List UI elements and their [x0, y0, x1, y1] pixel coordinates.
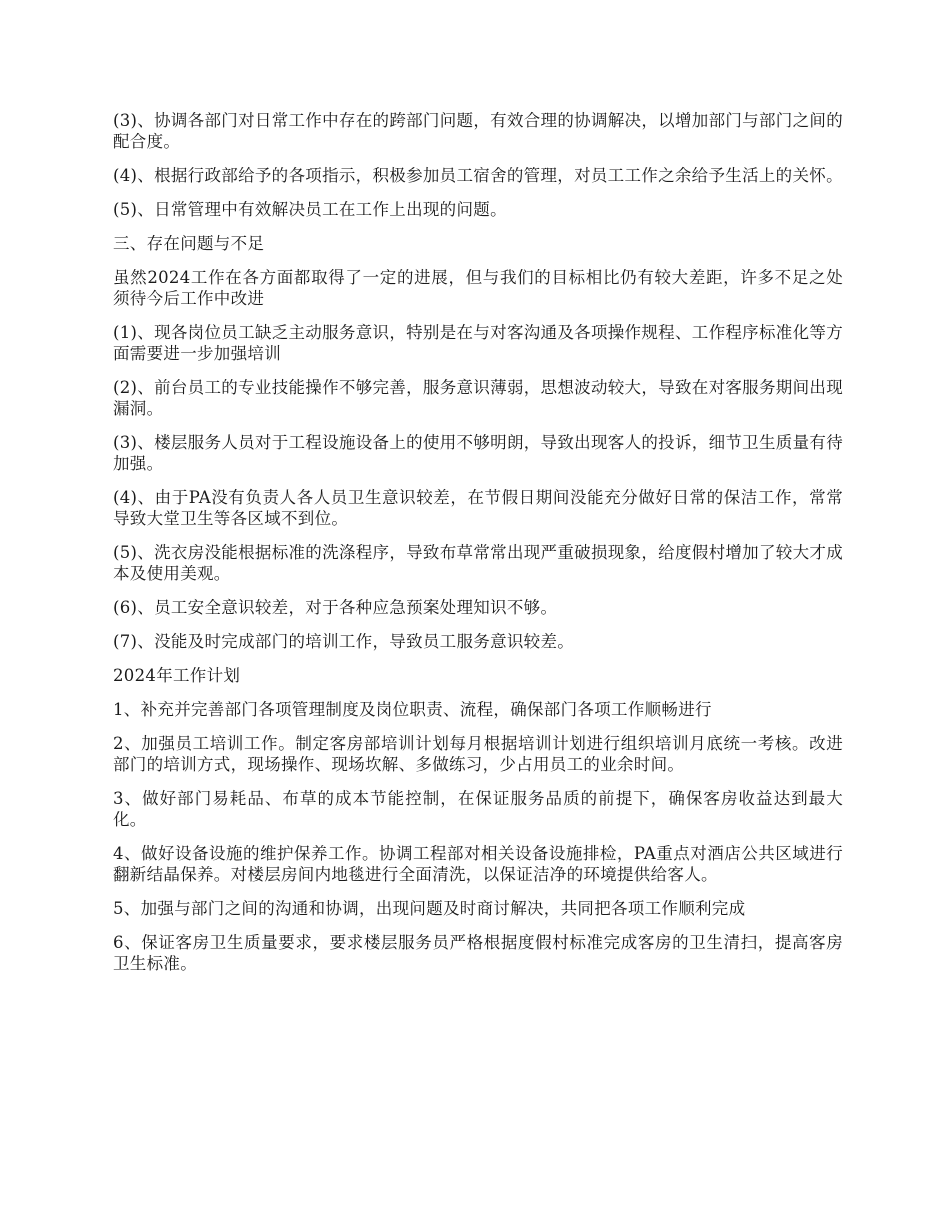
section-heading-work-plan: 2024年工作计划 [113, 666, 241, 685]
section-heading-problems: 三、存在问题与不足 [113, 234, 265, 253]
paragraph-dormitory-management: (4)、根据行政部给予的各项指示，积极参加员工宿舍的管理，对员工工作之余给予生活上的关怀。 [113, 166, 843, 185]
paragraph-dept-coordination: (3)、协调各部门对日常工作中存在的跨部门问题，有效合理的协调解决，以增加部门与部门之间的配合度。 [113, 111, 843, 151]
document-body [113, 110, 843, 987]
paragraph-plan-training: 2、加强员工培训工作。制定客房部培训计划每月根据培训计划进行组织培训月底统一考核。改进部门的培训方式，现场操作、现场坎解、多做练习，少占用员工的业余时间。 [113, 734, 843, 774]
paragraph-problem-safety: (6)、员工安全意识较差，对于各种应急预案处理知识不够。 [113, 598, 558, 617]
paragraph-problem-floor-staff: (3)、楼层服务人员对于工程设施设备上的使用不够明朗，导致出现客人的投诉，细节卫生质量有待加强。 [113, 433, 843, 473]
paragraph-problem-laundry: (5)、洗衣房没能根据标准的洗涤程序，导致布草常常出现严重破损现象，给度假村增加了较大才成本及使用美观。 [113, 543, 843, 583]
paragraph-plan-maintenance: 4、做好设备设施的维护保养工作。协调工程部对相关设备设施排检，PA重点对酒店公共区域进行翻新结晶保养。对楼层房间内地毯进行全面清洗，以保证洁净的环境提供给客人。 [113, 844, 843, 884]
paragraph-problems-intro: 虽然2024工作在各方面都取得了一定的进展，但与我们的目标相比仍有较大差距，许多不足之处须待今后工作中改进 [113, 268, 843, 308]
paragraph-plan-communication: 5、加强与部门之间的沟通和协调，出现问题及时商讨解决，共同把各项工作顺利完成 [113, 899, 746, 918]
paragraph-problem-front-desk: (2)、前台员工的专业技能操作不够完善，服务意识薄弱，思想波动较大，导致在对客服务期间出现漏洞。 [113, 378, 843, 418]
paragraph-daily-problem-solving: (5)、日常管理中有效解决员工在工作上出现的问题。 [113, 200, 507, 219]
paragraph-plan-regulations: 1、补充并完善部门各项管理制度及岗位职责、流程，确保部门各项工作顺畅进行 [113, 700, 712, 719]
paragraph-problem-training: (7)、没能及时完成部门的培训工作，导致员工服务意识较差。 [113, 632, 575, 651]
paragraph-problem-service-awareness: (1)、现各岗位员工缺乏主动服务意识，特别是在与对客沟通及各项操作规程、工作程序标准化等方面需要进一步加强培训 [113, 323, 843, 363]
paragraph-plan-hygiene: 6、保证客房卫生质量要求，要求楼层服务员严格根据度假村标准完成客房的卫生清扫，提高客房卫生标准。 [113, 933, 843, 973]
paragraph-plan-cost-control: 3、做好部门易耗品、布草的成本节能控制，在保证服务品质的前提下，确保客房收益达到最大化。 [113, 789, 843, 829]
paragraph-problem-pa: (4)、由于PA没有负责人各人员卫生意识较差，在节假日期间没能充分做好日常的保洁工作，常常导致大堂卫生等各区域不到位。 [113, 488, 843, 528]
